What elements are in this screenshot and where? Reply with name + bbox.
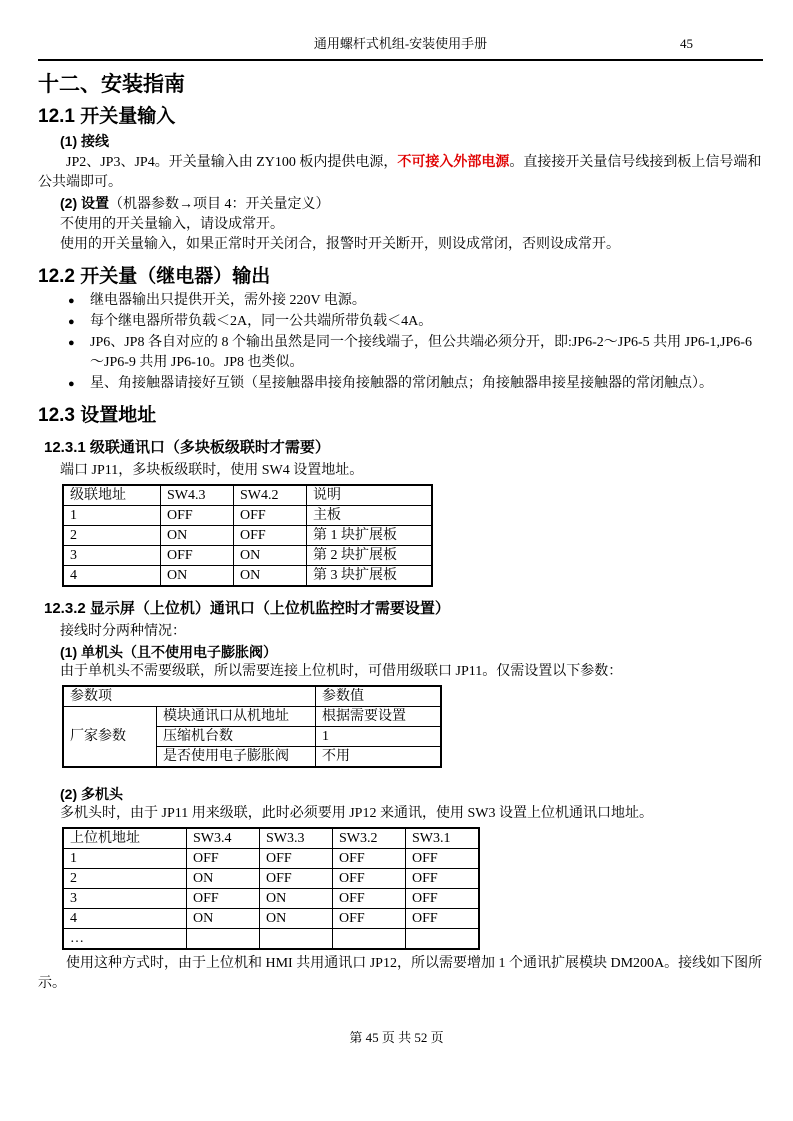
cell-sw: OFF <box>260 869 333 889</box>
col-header-param-item: 参数项 <box>63 686 316 707</box>
cell-sw: OFF <box>187 849 260 869</box>
setting-note: （机器参数→项目 4：开关量定义） <box>109 197 330 212</box>
cell-sw: OFF <box>406 889 480 909</box>
warning-text: 不可接入外部电源 <box>397 153 510 169</box>
page-number: 45 <box>680 36 693 51</box>
cell-sw43: OFF <box>161 506 234 526</box>
cell-sw: ON <box>260 909 333 929</box>
section-12-3-heading: 12.3 设置地址 <box>38 405 157 426</box>
cell-address: 4 <box>63 566 161 587</box>
cell-sw42: OFF <box>234 506 307 526</box>
case1-label: (1) 单机头（且不使用电子膨胀阀） <box>60 644 277 660</box>
cell-sw: OFF <box>333 849 406 869</box>
cell-sw: OFF <box>406 869 480 889</box>
cell-param-value: 根据需要设置 <box>316 707 442 727</box>
wiring-text-post: 。直接接开关量信号线接到板上信号端和公共端即可。 <box>38 155 762 190</box>
document-title: 通用螺杆式机组-安装使用手册 <box>313 36 488 51</box>
table-row <box>63 929 479 950</box>
cell-address: 2 <box>63 869 187 889</box>
cell-address: 2 <box>63 526 161 546</box>
page-header <box>38 34 763 61</box>
col-header: 说明 <box>307 485 433 506</box>
col-header-param-value: 参数值 <box>316 686 442 707</box>
col-header: SW3.4 <box>187 828 260 849</box>
case2-label: (2) 多机头 <box>60 786 123 802</box>
cell-sw: OFF <box>406 909 480 929</box>
list-item <box>68 374 763 394</box>
cell-sw43: ON <box>161 526 234 546</box>
cell-sw: ON <box>187 869 260 889</box>
list-item-text: 继电器输出只提供开关，需外接 220V 电源。 <box>90 293 366 308</box>
cell-address: 1 <box>63 506 161 526</box>
case2-paragraph: 多机头时，由于 JP11 用来级联，此时必须要用 JP12 来通讯，使用 SW3 设置上位机通讯口地址。 <box>60 806 653 821</box>
table-row <box>63 526 432 546</box>
bullet-icon: ● <box>68 378 75 390</box>
sub-label-setting-line <box>60 193 763 215</box>
cell-sw: ON <box>187 909 260 929</box>
cell-address: 3 <box>63 546 161 566</box>
cell-sw: OFF <box>333 909 406 929</box>
cell-param-name: 模块通讯口从机地址 <box>157 707 316 727</box>
cell-address: 4 <box>63 909 187 929</box>
cell-param-name: 压缩机台数 <box>157 727 316 747</box>
sub-label-setting: (2) 设置 <box>60 195 109 211</box>
cell-sw: OFF <box>333 869 406 889</box>
cell-param-value: 1 <box>316 727 442 747</box>
paragraph-used-input: 使用的开关量输入，如果正常时开关闭合，报警时开关断开，则设成常闭，否则设成常开。 <box>60 237 620 252</box>
sub-label-wiring: (1) 接线 <box>60 133 109 149</box>
table-row <box>63 849 479 869</box>
col-header: 级联地址 <box>63 485 161 506</box>
cell-desc: 第 2 块扩展板 <box>307 546 433 566</box>
page-footer: 第 45 页 共 52 页 <box>349 1030 444 1045</box>
table-row <box>63 566 432 587</box>
cascade-address-table <box>62 484 433 587</box>
table-row <box>63 546 432 566</box>
table-header-row <box>63 686 441 707</box>
cell-sw <box>406 929 480 950</box>
paragraph-wiring <box>38 151 763 193</box>
bullet-icon: ● <box>68 316 75 328</box>
cell-address: … <box>63 929 187 950</box>
table-row <box>63 889 479 909</box>
cell-sw: OFF <box>406 849 480 869</box>
cell-sw: OFF <box>333 889 406 909</box>
col-header: SW4.2 <box>234 485 307 506</box>
cell-sw <box>187 929 260 950</box>
cell-desc: 主板 <box>307 506 433 526</box>
hmi-intro: 接线时分两种情况： <box>60 624 186 639</box>
cell-param-value: 不用 <box>316 747 442 768</box>
table-row <box>63 909 479 929</box>
list-item <box>68 291 763 311</box>
col-header: 上位机地址 <box>63 828 187 849</box>
col-header: SW4.3 <box>161 485 234 506</box>
section-12-2-heading: 12.2 开关量（继电器）输出 <box>38 266 271 287</box>
bullet-icon: ● <box>68 295 75 307</box>
factory-params-table <box>62 685 442 768</box>
cell-param-name: 是否使用电子膨胀阀 <box>157 747 316 768</box>
table-header-row <box>63 828 479 849</box>
closing-paragraph: 使用这种方式时，由于上位机和 HMI 共用通讯口 JP12，所以需要增加 1 个通讯扩展模块 DM200A。接线如下图所示。 <box>38 956 763 991</box>
list-item <box>68 312 763 332</box>
cell-sw <box>333 929 406 950</box>
table-row <box>63 506 432 526</box>
paragraph-unused-input: 不使用的开关量输入，请设成常开。 <box>60 217 284 232</box>
section-12-1-heading: 12.1 开关量输入 <box>38 106 176 127</box>
list-item-text: JP6、JP8 各自对应的 8 个输出虽然是同一个接线端子，但公共端必须分开，即:JP6-2～JP6-5 共用 JP6-1,JP6-6～JP6-9 共用 JP6-10。JP8 也类似。 <box>90 335 752 370</box>
section-12-3-1-heading: 12.3.1 级联通讯口（多块板级联时才需要） <box>44 439 330 456</box>
list-item-text: 星、角接触器请接好互锁（星接触器串接角接触器的常闭触点；角接触器串接星接触器的常闭触点）。 <box>90 376 713 391</box>
cell-address: 3 <box>63 889 187 909</box>
spacer <box>38 772 763 784</box>
wiring-text-pre: JP2、JP3、JP4。开关量输入由 ZY100 板内提供电源， <box>66 155 398 170</box>
cell-sw43: OFF <box>161 546 234 566</box>
relay-output-list <box>38 291 763 394</box>
case1-paragraph: 由于单机头不需要级联，所以需要连接上位机时，可借用级联口 JP11。仅需设置以下参数： <box>60 664 623 679</box>
cell-sw: OFF <box>260 849 333 869</box>
cell-sw <box>260 929 333 950</box>
cell-desc: 第 3 块扩展板 <box>307 566 433 587</box>
table-row <box>63 869 479 889</box>
cascade-intro: 端口 JP11，多块板级联时，使用 SW4 设置地址。 <box>60 463 364 478</box>
section-12-3-2-heading: 12.3.2 显示屏（上位机）通讯口（上位机监控时才需要设置） <box>44 600 450 617</box>
col-header: SW3.2 <box>333 828 406 849</box>
cell-address: 1 <box>63 849 187 869</box>
cell-sw43: ON <box>161 566 234 587</box>
bullet-icon: ● <box>68 337 75 349</box>
chapter-title: 十二、安装指南 <box>38 73 185 96</box>
cell-sw42: ON <box>234 546 307 566</box>
cell-sw: OFF <box>187 889 260 909</box>
table-row <box>63 707 441 727</box>
col-header: SW3.1 <box>406 828 480 849</box>
col-header: SW3.3 <box>260 828 333 849</box>
host-address-table <box>62 827 480 950</box>
cell-sw42: ON <box>234 566 307 587</box>
cell-desc: 第 1 块扩展板 <box>307 526 433 546</box>
cell-sw: ON <box>260 889 333 909</box>
list-item <box>68 333 763 373</box>
list-item-text: 每个继电器所带负载＜2A，同一公共端所带负载＜4A。 <box>90 314 433 329</box>
cell-group-label: 厂家参数 <box>63 707 157 768</box>
cell-sw42: OFF <box>234 526 307 546</box>
table-header-row <box>63 485 432 506</box>
